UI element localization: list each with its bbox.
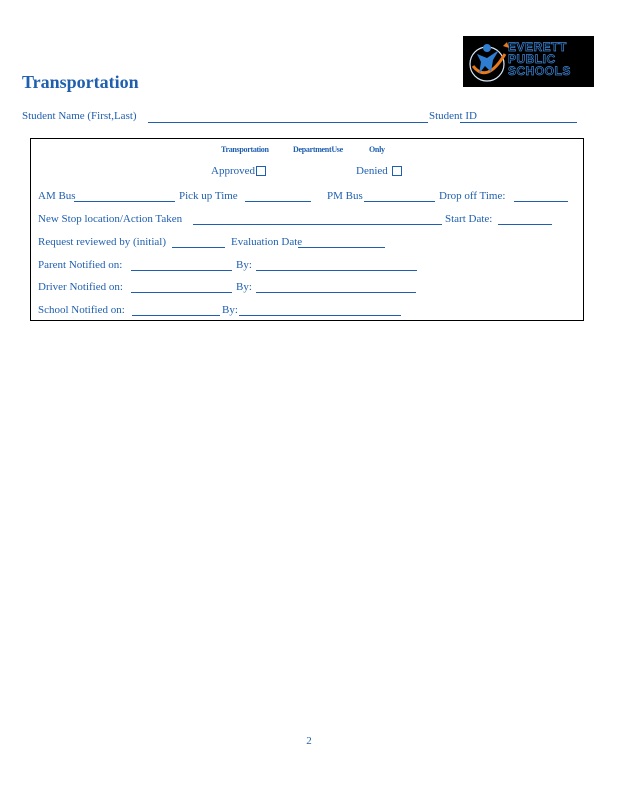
school-by-field[interactable] (239, 315, 401, 316)
school-by-label: By: (222, 304, 238, 316)
logo-line-3: SCHOOLS (508, 64, 571, 78)
am-bus-label: AM Bus (38, 190, 76, 202)
pm-bus-field[interactable] (364, 201, 435, 202)
school-notified-field[interactable] (132, 315, 220, 316)
parent-by-field[interactable] (256, 270, 417, 271)
student-id-label: Student ID (429, 110, 477, 122)
student-name-field[interactable] (148, 122, 428, 123)
pm-bus-label: PM Bus (327, 190, 363, 202)
approved-checkbox[interactable] (256, 166, 266, 176)
new-stop-field[interactable] (193, 224, 442, 225)
driver-notified-label: Driver Notified on: (38, 281, 123, 293)
start-date-label: Start Date: (445, 213, 493, 225)
am-bus-field[interactable] (74, 201, 175, 202)
new-stop-label: New Stop location/Action Taken (38, 213, 183, 225)
student-id-field[interactable] (460, 122, 577, 123)
parent-notified-field[interactable] (131, 270, 232, 271)
dropoff-time-label: Drop off Time: (439, 190, 506, 202)
pickup-time-field[interactable] (245, 201, 311, 202)
start-date-field[interactable] (498, 224, 552, 225)
office-heading-2: DepartmentUse (293, 145, 343, 154)
pickup-time-label: Pick up Time (179, 190, 238, 202)
approved-option (211, 165, 266, 177)
page-number: 2 (306, 735, 312, 747)
department-use-box (30, 138, 584, 321)
dropoff-time-field[interactable] (514, 201, 568, 202)
reviewed-by-field[interactable] (172, 247, 225, 248)
logo-line-1: EVERETT (508, 40, 567, 54)
evaluation-date-label: Evaluation Date (231, 236, 303, 248)
office-heading-3: Only (369, 145, 385, 154)
logo-wordmark (508, 41, 571, 77)
district-logo (463, 36, 594, 87)
office-heading-1: Transportation (221, 145, 269, 154)
evaluation-date-field[interactable] (298, 247, 385, 248)
school-notified-label: School Notified on: (38, 304, 125, 316)
driver-notified-field[interactable] (131, 292, 232, 293)
student-name-label: Student Name (First,Last) (22, 110, 137, 122)
driver-by-label: By: (236, 281, 252, 293)
driver-by-field[interactable] (256, 292, 416, 293)
denied-label: Denied (356, 165, 388, 177)
denied-checkbox[interactable] (392, 166, 402, 176)
denied-option (356, 165, 402, 177)
reviewed-by-label: Request reviewed by (initial) (38, 236, 166, 248)
parent-notified-label: Parent Notified on: (38, 259, 123, 271)
page-title: Transportation (22, 72, 139, 92)
parent-by-label: By: (236, 259, 252, 271)
logo-line-2: PUBLIC (508, 52, 556, 66)
approved-label: Approved (211, 165, 255, 177)
